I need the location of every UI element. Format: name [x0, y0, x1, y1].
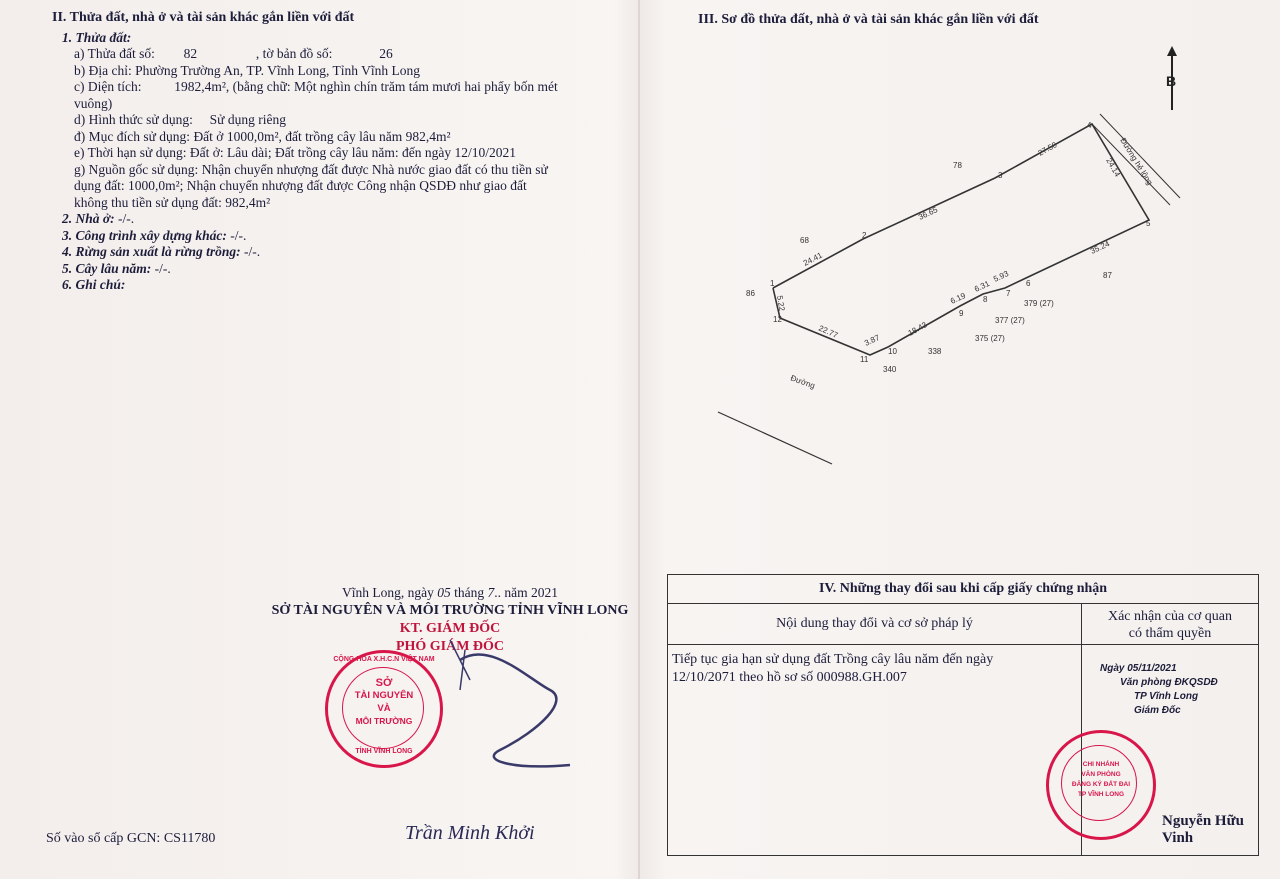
gcn-label: Số vào sổ cấp GCN:: [46, 831, 161, 846]
north-arrow-head: [1167, 46, 1177, 56]
sign-date: Vĩnh Long, ngày 05 tháng 7.. năm 2021: [342, 585, 558, 600]
edge-10-11: 3.87: [863, 333, 881, 348]
origin-value: Nhận chuyển nhượng đất được Nhà nước giao đất có thu tiền sử: [201, 161, 548, 177]
seal-right-line4: TP VĨNH LONG: [1077, 791, 1125, 798]
section-ii: [52, 10, 627, 294]
neighbor-379: 379 (27): [1024, 299, 1054, 308]
map-sheet-label: , tờ bản đồ số:: [255, 46, 333, 61]
use-purpose-label: đ) Mục đích sử dụng:: [74, 128, 191, 144]
seal-right-line2: VĂN PHÒNG: [1081, 771, 1121, 778]
land-row-g: [52, 162, 627, 179]
use-form-label: d) Hình thức sử dụng:: [74, 112, 193, 127]
land-row-b: [52, 63, 627, 80]
area-value: 1982,4m², (bằng chữ: Một nghìn chín trăm tám mươi hai phẩy bốn mét: [174, 79, 558, 94]
neighbor-78: 78: [953, 161, 962, 170]
land-row-e: [52, 145, 627, 162]
land-plot-diagram: [640, 30, 1280, 570]
edge-6-7: 5.93: [992, 269, 1010, 284]
origin-label: g) Nguồn gốc sử dụng:: [74, 161, 199, 177]
point-6: 6: [1026, 279, 1031, 288]
seal-right-line3: ĐĂNG KÝ ĐẤT ĐAI: [1071, 781, 1131, 788]
road-right-edge: [1092, 124, 1170, 205]
seal-top-text: CỘNG HÒA X.H.C.N VIỆT NAM: [333, 656, 435, 663]
point-10: 10: [888, 347, 897, 356]
use-form-value: Sử dụng riêng: [209, 112, 286, 127]
map-sheet-value: 26: [379, 46, 393, 61]
neighbor-86: 86: [746, 289, 755, 298]
edge-3-4: 27.50: [1036, 140, 1059, 158]
sign-title: KT. GIÁM ĐỐC: [399, 621, 501, 636]
plot-boundary: [773, 124, 1149, 355]
point-11: 11: [860, 355, 869, 364]
point-1: 1: [770, 279, 775, 288]
confirm-name: Nguyễn Hữu Vinh: [1162, 813, 1244, 846]
edge-8-9: 6.19: [949, 291, 967, 306]
neighbor-338: 338: [928, 347, 942, 356]
point-5: 5: [1146, 219, 1151, 228]
confirm-city: TP Vĩnh Long: [1134, 691, 1199, 702]
point-8: 8: [983, 295, 988, 304]
changes-body-row: [668, 645, 1258, 855]
neighbor-87: 87: [1103, 271, 1112, 280]
seal-right-line1: CHI NHÁNH: [1082, 761, 1120, 768]
address-value: Phường Trường An, TP. Vĩnh Long, Tỉnh Vĩnh Long: [135, 62, 420, 78]
confirm-role: Giám Đốc: [1134, 705, 1181, 716]
sign-subtitle: PHÓ GIÁM ĐỐC: [395, 639, 505, 654]
item-planted-forest: 4. Rừng sản xuất là rừng trồng: -/-.: [62, 244, 261, 259]
edge-2-3: 36.65: [917, 205, 939, 222]
neighbor-377: 377 (27): [995, 316, 1025, 325]
use-term-value: Đất ở: Lâu dài; Đất trồng cây lâu năm: đến ngày 12/10/2021: [189, 145, 517, 160]
point-9: 9: [959, 309, 964, 318]
land-row-g3: [52, 195, 627, 212]
land-number-value: 82: [183, 46, 198, 61]
signer-name: Trần Minh Khởi: [405, 822, 535, 844]
item-other-construction: 3. Công trình xây dựng khác: -/-.: [62, 227, 247, 243]
signature-scribble-left: [420, 620, 590, 790]
neighbor-340: 340: [883, 365, 897, 374]
edge-1-2: 24.41: [801, 250, 824, 268]
gcn-value: CS11780: [163, 831, 216, 846]
edge-12-1: 5.22: [775, 294, 787, 312]
confirm-date: Ngày 05/11/2021: [1100, 663, 1177, 674]
point-4: 4: [1087, 121, 1092, 130]
neighbor-375: 375 (27): [975, 334, 1005, 343]
edge-4-5: 24.14: [1104, 156, 1123, 179]
use-term-label: e) Thời hạn sử dụng:: [74, 145, 187, 160]
area-value-cont: vuông): [74, 95, 113, 111]
land-number-label: a) Thửa đất số:: [74, 46, 155, 61]
sign-organization: SỞ TÀI NGUYÊN VÀ MÔI TRƯỜNG TỈNH VĨNH LONG: [271, 603, 629, 618]
land-heading: 1. Thửa đất:: [62, 29, 132, 45]
area-label: c) Diện tích:: [74, 79, 142, 94]
changes-table: [667, 574, 1259, 856]
confirm-office: Văn phòng ĐKQSDĐ: [1120, 677, 1218, 688]
road-right-label: Đường hẻ lộng: [1118, 136, 1155, 187]
point-7: 7: [1006, 289, 1011, 298]
origin-value-cont2: không thu tiền sử dụng đất: 982,4m²: [74, 194, 271, 210]
change-entry: Tiếp tục gia hạn sử dụng đất Trồng cây lâu năm đến ngày 12/10/2071 theo hồ sơ số 000988.GH.007: [668, 645, 1082, 855]
seal-line4: MÔI TRƯỜNG: [355, 716, 413, 726]
land-row-g2: [52, 178, 627, 195]
seal-line1: SỞ: [375, 677, 393, 689]
item-perennial-trees: 5. Cây lâu năm: -/-.: [62, 260, 171, 276]
edge-7-8: 6.31: [973, 279, 991, 294]
seal-line2: TÀI NGUYÊN: [354, 690, 414, 701]
gcn-register: [46, 831, 215, 847]
col-content-header: Nội dung thay đổi và cơ sở pháp lý: [668, 604, 1082, 644]
land-row-c: [52, 79, 627, 96]
use-purpose-value: Đất ở 1000,0m², đất trồng cây lâu năm 982,4m²: [193, 128, 451, 144]
col-confirm-header: Xác nhận của cơ quan có thẩm quyền: [1107, 609, 1232, 641]
seal-bottom-text: TỈNH VĨNH LONG: [355, 748, 413, 755]
origin-value-cont: dụng đất: 1000,0m²; Nhận chuyển nhượng đất được Công nhận QSDĐ như giao đất: [74, 178, 527, 193]
land-row-d: [52, 112, 627, 129]
item-notes: 6. Ghi chú:: [62, 277, 126, 292]
land-row-dd: [52, 129, 627, 146]
point-2: 2: [862, 231, 867, 240]
road-bottom-edge: [718, 412, 832, 464]
north-label: B: [1166, 73, 1177, 89]
address-label: b) Địa chỉ:: [74, 62, 132, 78]
road-bottom-label: Đường: [789, 373, 817, 391]
item-house: 2. Nhà ở: -/-.: [62, 211, 135, 226]
edge-5-6: 35.24: [1089, 239, 1111, 256]
edge-11-12: 22.77: [817, 323, 840, 340]
seal-line3: VÀ: [377, 703, 391, 714]
section-ii-heading: II. Thửa đất, nhà ở và tài sản khác gắn liền với đất: [52, 10, 355, 25]
section-iii-heading: III. Sơ đồ thửa đất, nhà ở và tài sản khác gắn liền với đất: [698, 12, 1039, 27]
section-iv-heading: IV. Những thay đổi sau khi cấp giấy chứng nhận: [668, 575, 1258, 604]
point-12: 12: [773, 315, 782, 324]
land-row-a: [52, 46, 627, 63]
edge-9-10: 18.43: [906, 320, 929, 338]
changes-header-row: [668, 604, 1258, 645]
point-3: 3: [998, 171, 1003, 180]
land-row-c2: [52, 96, 627, 113]
official-seal-right: [1046, 730, 1156, 840]
neighbor-68: 68: [800, 236, 809, 245]
